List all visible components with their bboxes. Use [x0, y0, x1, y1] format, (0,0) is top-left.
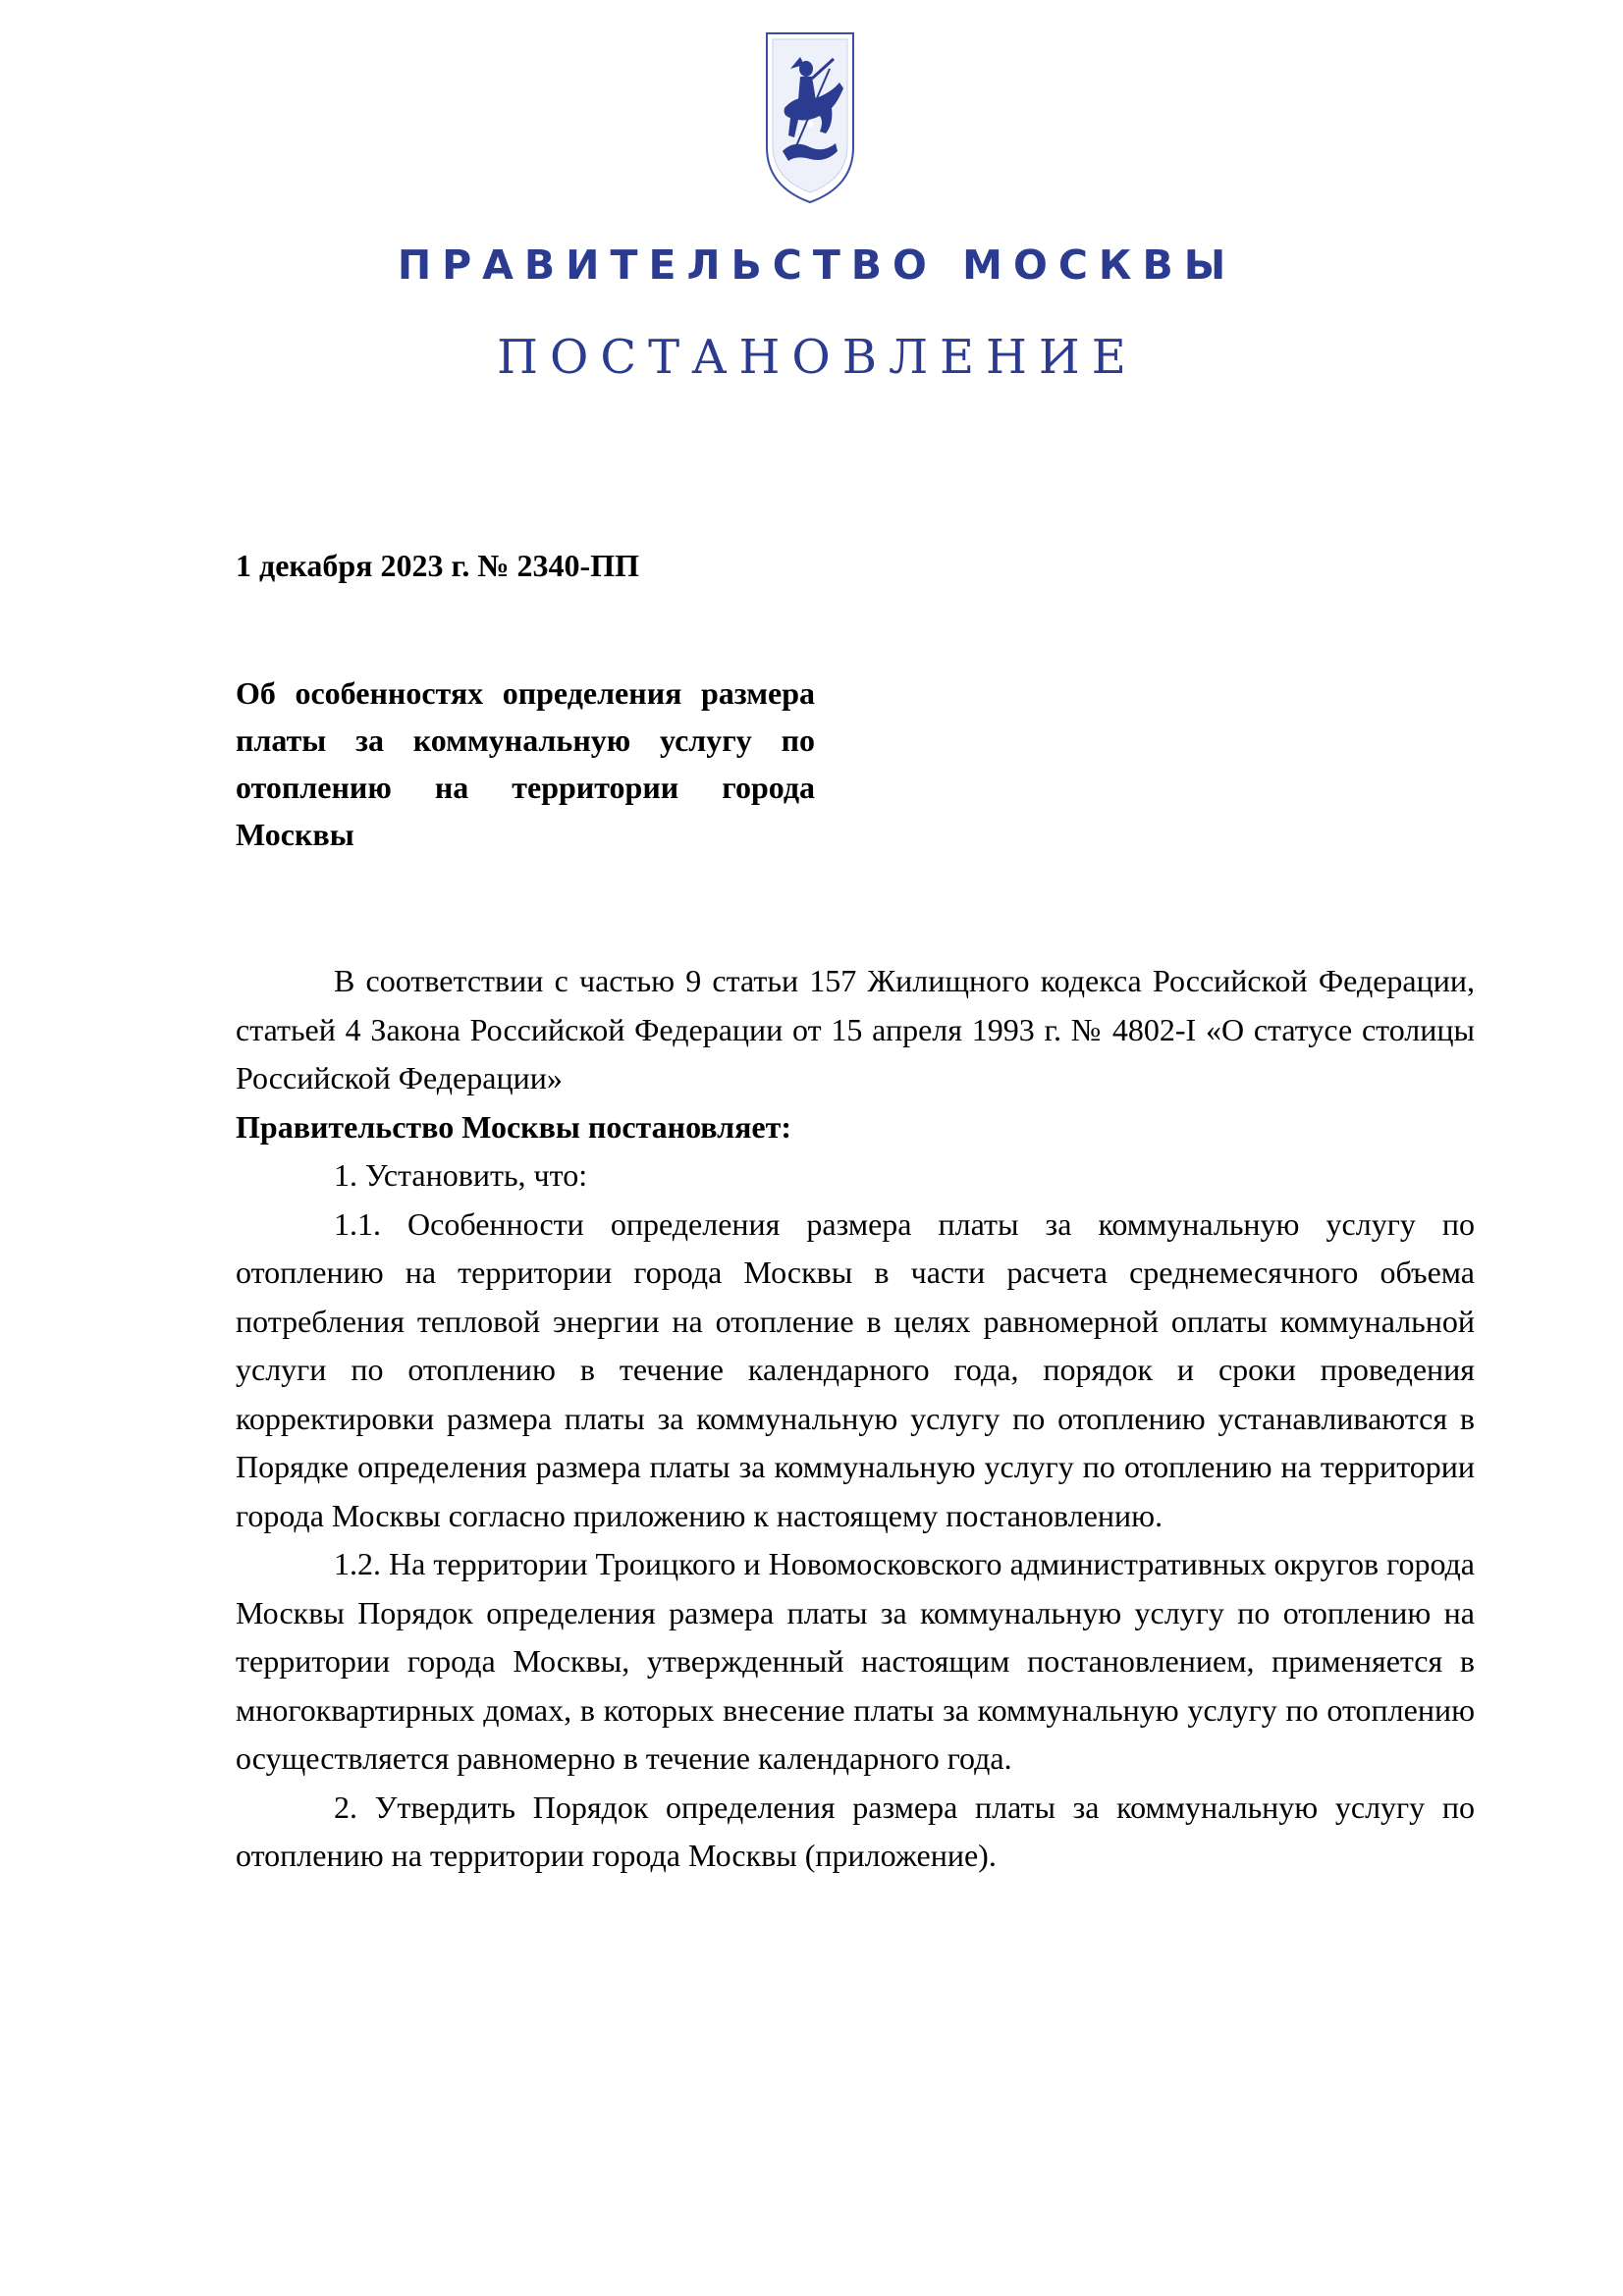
moscow-coat-of-arms-icon — [761, 29, 859, 206]
item-2: 2. Утвердить Порядок определения размера платы за коммунальную услугу по отоплению на территории города Москвы (приложение). — [236, 1789, 1475, 1873]
organization-name: ПРАВИТЕЛЬСТВО МОСКВЫ — [397, 241, 1237, 289]
resolves-paragraph: Правительство Москвы постановляет: — [236, 1108, 791, 1145]
preamble-paragraph: В соответствии с частью 9 статьи 157 Жилищного кодекса Российской Федерации, статьей 4 Закона Российской Федерации от 15 апреля 1993 г. № 4802-I «О статусе столицы Российской Федерации» — [236, 963, 1475, 1095]
document-body — [236, 957, 1475, 1881]
document-type: ПОСТАНОВЛЕНИЕ — [497, 330, 1138, 385]
item-1: 1. Установить, что: — [334, 1157, 588, 1193]
item-1-1: 1.1. Особенности определения размера платы за коммунальную услугу по отоплению на территории города Москвы в части расчета среднемесячного объема потребления тепловой энергии на отопление в целях равномерной оплаты коммунальной услуги по отоплению в течение календарного года, порядок и сроки проведения корректировки размера платы за коммунальную услугу по отоплению устанавливаются в Порядке определения размера платы за коммунальную услугу по отоплению на территории города Москвы согласно приложению к настоящему постановлению. — [236, 1205, 1475, 1533]
document-title: Об особенностях определения размера платы за коммунальную услугу по отоплению на территории города Москвы — [236, 675, 815, 852]
document-date-number: 1 декабря 2023 г. № 2340-ПП — [236, 548, 639, 583]
item-1-2: 1.2. На территории Троицкого и Новомосковского административных округов города Москвы Порядок определения размера платы за коммунальную услугу по отоплению на территории города Москвы, утвержденный настоящим постановлением, применяется в многоквартирных домах, в которых внесение платы за коммунальную услугу по отоплению осуществляется равномерно в течение календарного года. — [236, 1546, 1475, 1776]
